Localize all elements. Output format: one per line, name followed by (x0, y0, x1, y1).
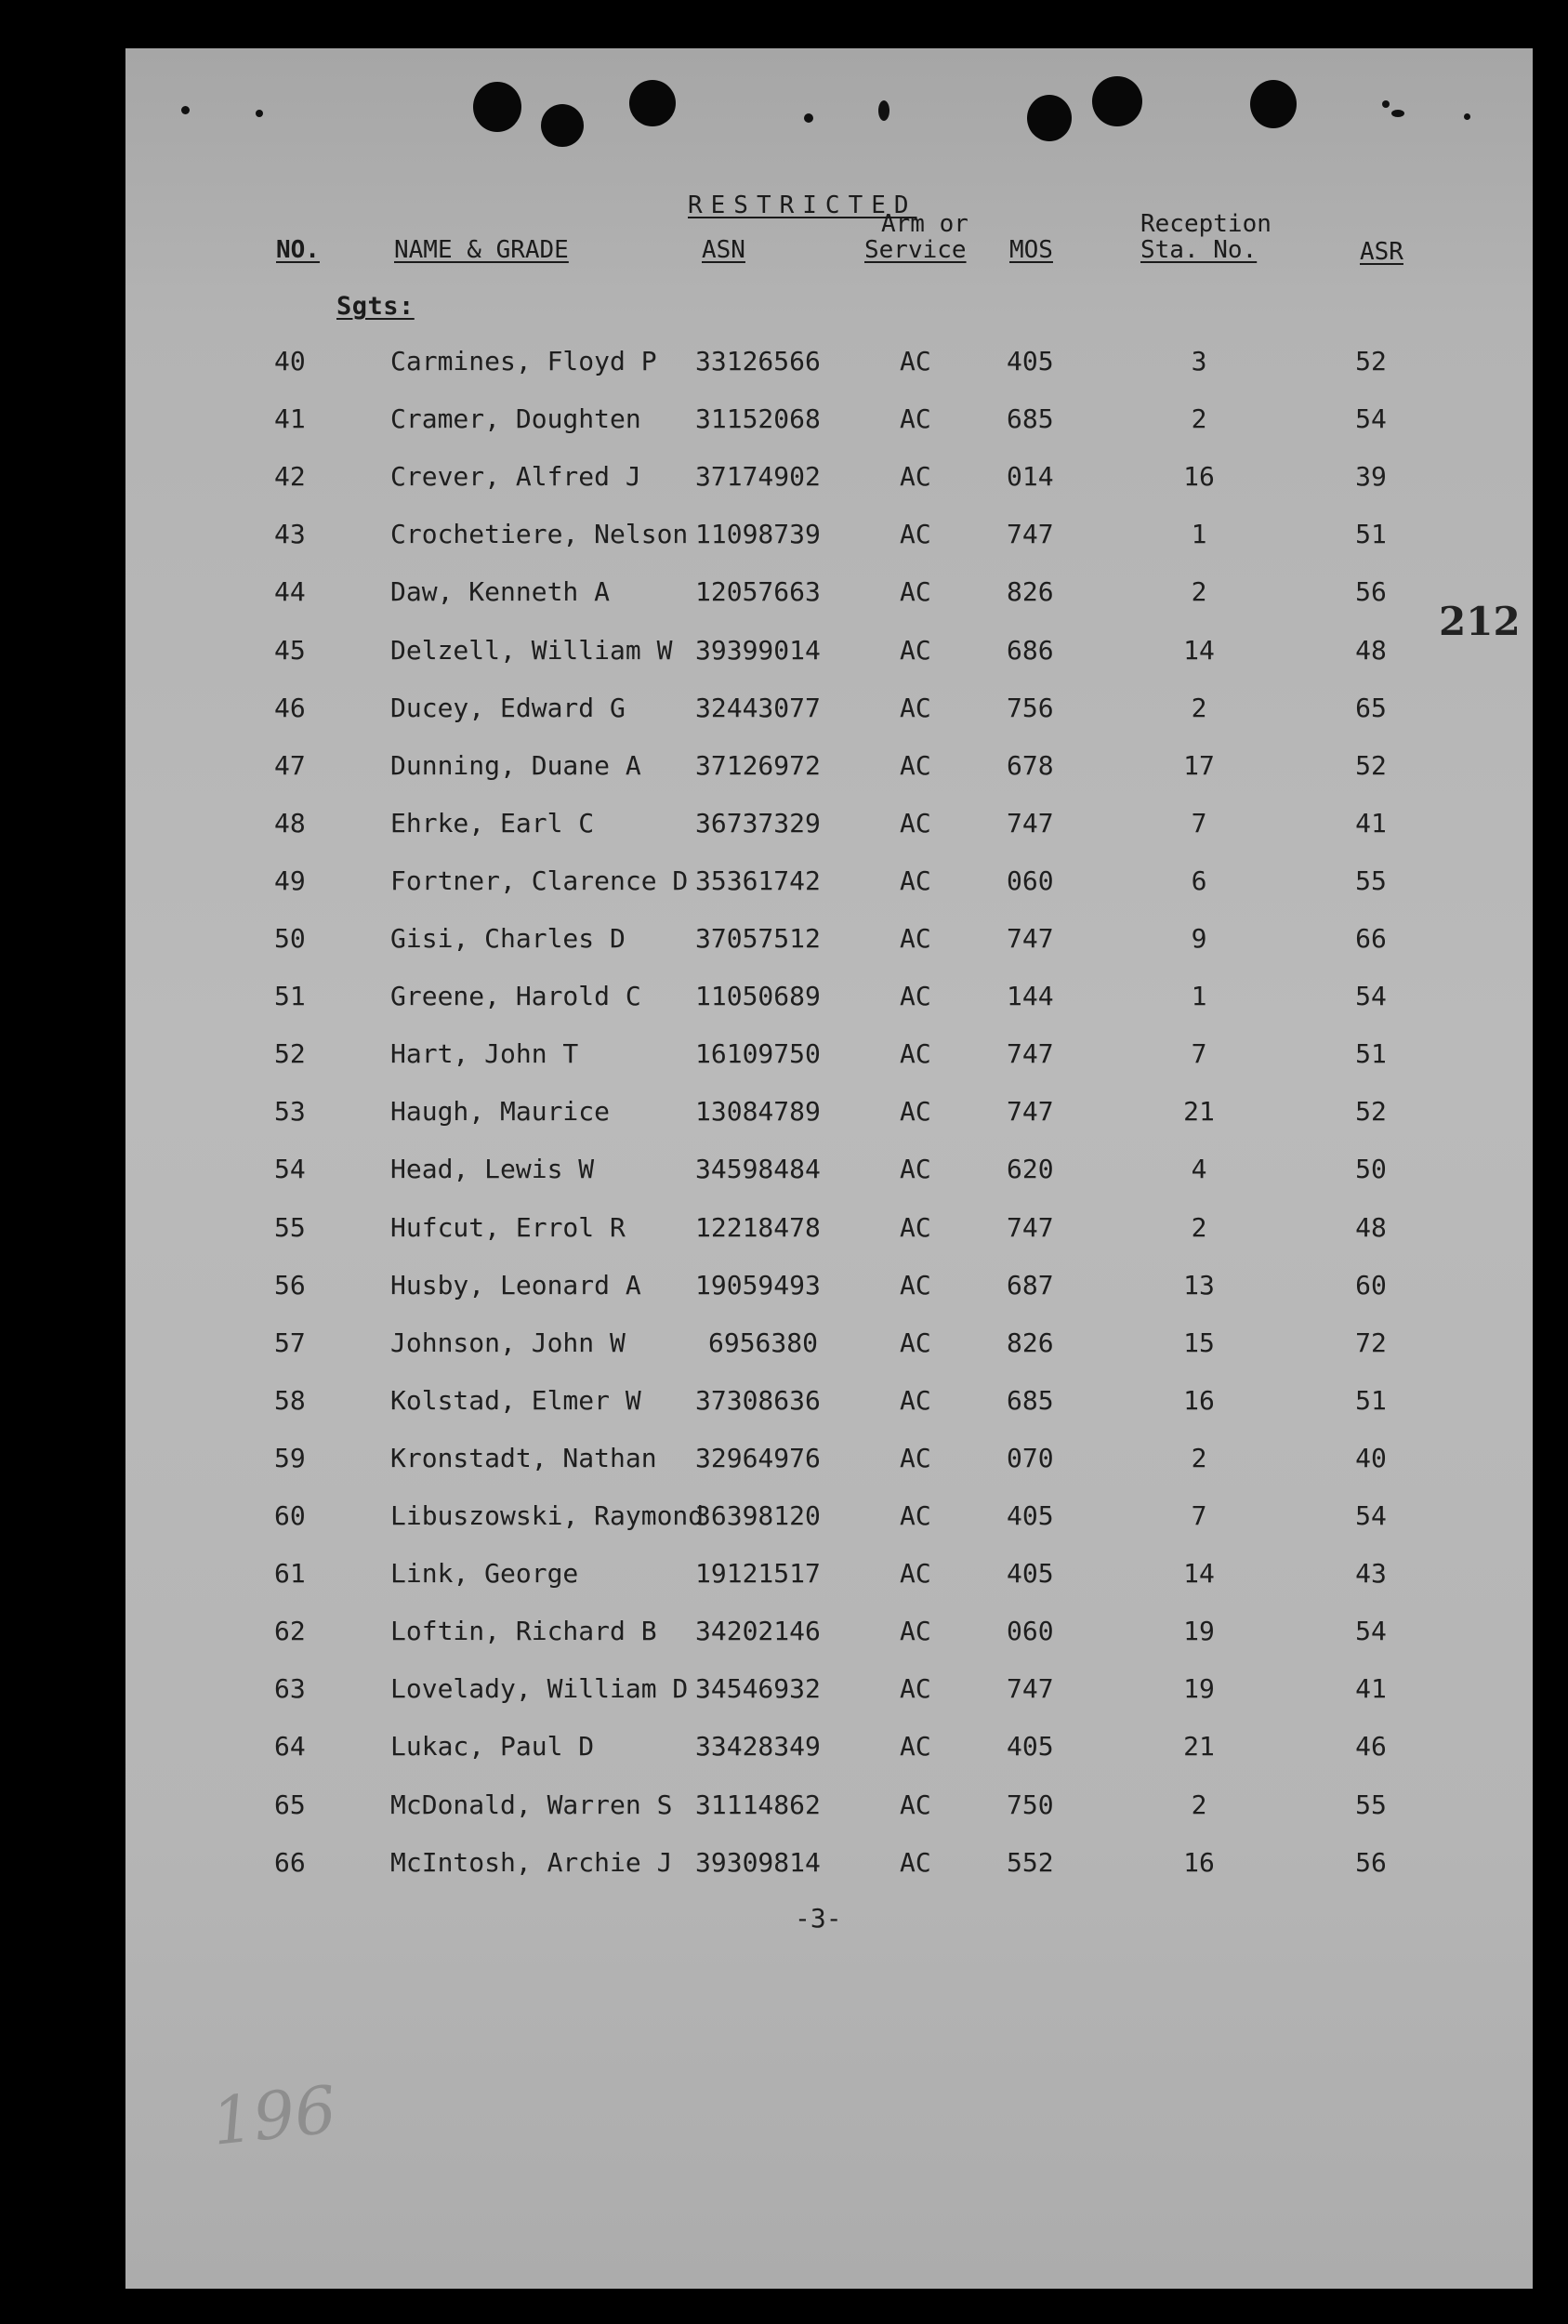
cell-asn: 35361742 (695, 865, 821, 896)
cell-name: Delzell, William W (390, 634, 673, 666)
cell-asr: 41 (1355, 1673, 1387, 1705)
cell-sta: 16 (1183, 1384, 1215, 1416)
cell-arm: AC (900, 749, 931, 781)
cell-name: Fortner, Clarence D (390, 865, 689, 896)
cell-no: 48 (274, 807, 306, 838)
cell-name: Hufcut, Errol R (390, 1211, 626, 1243)
cell-arm: AC (900, 1442, 931, 1473)
cell-mos: 747 (1007, 1096, 1054, 1128)
speck (1391, 110, 1404, 117)
cell-no: 49 (274, 865, 306, 896)
cell-sta: 13 (1183, 1269, 1215, 1301)
cell-mos: 685 (1007, 403, 1054, 435)
cell-mos: 826 (1007, 576, 1054, 608)
cell-mos: 747 (1007, 1038, 1054, 1070)
cell-arm: AC (900, 1731, 931, 1763)
cell-arm: AC (900, 1558, 931, 1590)
cell-arm: AC (900, 1269, 931, 1301)
cell-name: Dunning, Duane A (390, 749, 641, 781)
column-header-asr: ASR (1360, 238, 1403, 266)
cell-arm: AC (900, 576, 931, 608)
cell-arm: AC (900, 1327, 931, 1358)
cell-asn: 34598484 (695, 1154, 821, 1185)
cell-mos: 552 (1007, 1846, 1054, 1878)
section-label: Sgts: (336, 292, 415, 321)
cell-mos: 405 (1007, 1500, 1054, 1531)
cell-sta: 17 (1183, 749, 1215, 781)
speck (1464, 113, 1470, 120)
column-header-reception-line1: Reception (1140, 210, 1272, 238)
cell-asn: 37174902 (695, 461, 821, 493)
table-row (0, 346, 1568, 383)
cell-asn: 39309814 (695, 1846, 821, 1878)
cell-sta: 2 (1191, 692, 1207, 723)
table-row (0, 1096, 1568, 1133)
cell-arm: AC (900, 1038, 931, 1070)
binder-hole (1027, 95, 1072, 141)
cell-arm: AC (900, 1500, 931, 1531)
cell-sta: 7 (1191, 1038, 1207, 1070)
column-header-asn: ASN (702, 236, 745, 264)
cell-asn: 19059493 (695, 1269, 821, 1301)
cell-name: Hart, John T (390, 1038, 579, 1070)
cell-asn: 34202146 (695, 1616, 821, 1647)
binder-hole (1092, 76, 1142, 126)
cell-name: Gisi, Charles D (390, 923, 626, 954)
cell-asr: 41 (1355, 807, 1387, 838)
binder-hole (1250, 80, 1297, 128)
cell-name: Cramer, Doughten (390, 403, 641, 435)
cell-name: Kolstad, Elmer W (390, 1384, 641, 1416)
cell-mos: 014 (1007, 461, 1054, 493)
cell-no: 54 (274, 1154, 306, 1185)
cell-asn: 31114862 (695, 1789, 821, 1820)
cell-sta: 2 (1191, 1211, 1207, 1243)
cell-asr: 56 (1355, 1846, 1387, 1878)
cell-arm: AC (900, 1673, 931, 1705)
cell-no: 45 (274, 634, 306, 666)
column-header-arm-line2: Service (864, 236, 967, 264)
cell-sta: 7 (1191, 1500, 1207, 1531)
cell-asr: 43 (1355, 1558, 1387, 1590)
cell-no: 50 (274, 923, 306, 954)
speck (1382, 100, 1390, 108)
cell-no: 61 (274, 1558, 306, 1590)
cell-sta: 1 (1191, 519, 1207, 550)
cell-asr: 54 (1355, 1616, 1387, 1647)
cell-asr: 51 (1355, 1384, 1387, 1416)
cell-name: Lukac, Paul D (390, 1731, 595, 1763)
cell-asr: 55 (1355, 1789, 1387, 1820)
cell-name: Johnson, John W (390, 1327, 626, 1358)
cell-asr: 48 (1355, 1211, 1387, 1243)
table-row (0, 1673, 1568, 1710)
column-header-mos: MOS (1009, 236, 1053, 264)
table-row (0, 693, 1568, 730)
table-row (0, 1212, 1568, 1249)
cell-no: 62 (274, 1616, 306, 1647)
cell-asn: 32964976 (695, 1442, 821, 1473)
table-row (0, 923, 1568, 960)
cell-asn: 12057663 (695, 576, 821, 608)
cell-name: Haugh, Maurice (390, 1096, 611, 1128)
cell-asr: 51 (1355, 1038, 1387, 1070)
cell-arm: AC (900, 692, 931, 723)
cell-arm: AC (900, 865, 931, 896)
cell-asn: 16109750 (695, 1038, 821, 1070)
table-row (0, 635, 1568, 672)
binder-hole (473, 82, 521, 132)
cell-arm: AC (900, 923, 931, 954)
cell-asn: 37057512 (695, 923, 821, 954)
cell-asr: 54 (1355, 981, 1387, 1012)
cell-asn: 33126566 (695, 346, 821, 376)
cell-asn: 12218478 (695, 1211, 821, 1243)
cell-name: Crever, Alfred J (390, 461, 641, 493)
cell-name: Ducey, Edward G (390, 692, 626, 723)
cell-sta: 4 (1191, 1154, 1207, 1185)
binder-hole (541, 104, 584, 147)
page-number: -3- (795, 1903, 842, 1934)
cell-name: Loftin, Richard B (390, 1616, 657, 1647)
cell-asn: 11050689 (695, 981, 821, 1012)
cell-no: 52 (274, 1038, 306, 1070)
table-row (0, 403, 1568, 441)
table-row (0, 1443, 1568, 1480)
cell-sta: 2 (1191, 576, 1207, 608)
cell-name: Kronstadt, Nathan (390, 1442, 657, 1473)
cell-name: Libuszowski, Raymond (390, 1500, 705, 1531)
table-row (0, 865, 1568, 903)
cell-name: Lovelady, William D (390, 1673, 689, 1705)
cell-no: 43 (274, 519, 306, 550)
cell-sta: 6 (1191, 865, 1207, 896)
speck (256, 110, 263, 117)
cell-name: Daw, Kenneth A (390, 576, 611, 608)
cell-no: 56 (274, 1269, 306, 1301)
cell-asr: 66 (1355, 923, 1387, 954)
cell-sta: 21 (1183, 1731, 1215, 1763)
cell-asr: 52 (1355, 346, 1387, 376)
cell-no: 58 (274, 1384, 306, 1416)
cell-name: McDonald, Warren S (390, 1789, 673, 1820)
table-row (0, 1154, 1568, 1191)
cell-mos: 687 (1007, 1269, 1054, 1301)
cell-name: Carmines, Floyd P (390, 346, 657, 376)
cell-asr: 50 (1355, 1154, 1387, 1185)
cell-sta: 3 (1191, 346, 1207, 376)
cell-sta: 19 (1183, 1673, 1215, 1705)
cell-sta: 14 (1183, 1558, 1215, 1590)
cell-arm: AC (900, 807, 931, 838)
cell-no: 60 (274, 1500, 306, 1531)
table-row (0, 576, 1568, 614)
cell-arm: AC (900, 1789, 931, 1820)
speck (878, 100, 889, 121)
cell-asr: 40 (1355, 1442, 1387, 1473)
cell-arm: AC (900, 461, 931, 493)
column-header-name-grade: NAME & GRADE (394, 236, 569, 264)
cell-sta: 16 (1183, 1846, 1215, 1878)
cell-sta: 1 (1191, 981, 1207, 1012)
cell-asr: 55 (1355, 865, 1387, 896)
pencil-note: 196 (208, 2071, 340, 2160)
cell-mos: 060 (1007, 865, 1054, 896)
cell-arm: AC (900, 1211, 931, 1243)
cell-arm: AC (900, 1616, 931, 1647)
table-row (0, 519, 1568, 556)
cell-sta: 2 (1191, 1789, 1207, 1820)
cell-no: 46 (274, 692, 306, 723)
cell-asr: 54 (1355, 1500, 1387, 1531)
table-row (0, 1500, 1568, 1538)
cell-no: 57 (274, 1327, 306, 1358)
cell-arm: AC (900, 1154, 931, 1185)
cell-mos: 826 (1007, 1327, 1054, 1358)
cell-mos: 685 (1007, 1384, 1054, 1416)
cell-name: Ehrke, Earl C (390, 807, 595, 838)
cell-mos: 686 (1007, 634, 1054, 666)
table-row (0, 1847, 1568, 1884)
cell-asr: 72 (1355, 1327, 1387, 1358)
cell-sta: 7 (1191, 807, 1207, 838)
table-row (0, 1270, 1568, 1307)
cell-asn: 19121517 (695, 1558, 821, 1590)
cell-mos: 747 (1007, 1673, 1054, 1705)
cell-asn: 33428349 (695, 1731, 821, 1763)
cell-arm: AC (900, 403, 931, 435)
cell-asn: 34546932 (695, 1673, 821, 1705)
cell-asr: 65 (1355, 692, 1387, 723)
table-row (0, 1558, 1568, 1595)
cell-sta: 2 (1191, 1442, 1207, 1473)
cell-mos: 678 (1007, 749, 1054, 781)
cell-mos: 747 (1007, 923, 1054, 954)
cell-mos: 747 (1007, 1211, 1054, 1243)
cell-asr: 52 (1355, 1096, 1387, 1128)
cell-sta: 9 (1191, 923, 1207, 954)
cell-asn: 37126972 (695, 749, 821, 781)
cell-mos: 405 (1007, 1731, 1054, 1763)
cell-mos: 060 (1007, 1616, 1054, 1647)
cell-asr: 48 (1355, 634, 1387, 666)
cell-asn: 36398120 (695, 1500, 821, 1531)
table-row (0, 1038, 1568, 1076)
cell-asn: 13084789 (695, 1096, 821, 1128)
cell-arm: AC (900, 1096, 931, 1128)
cell-asn: 6956380 (707, 1327, 818, 1358)
cell-no: 44 (274, 576, 306, 608)
column-header-no: NO. (276, 236, 320, 264)
cell-asr: 56 (1355, 576, 1387, 608)
cell-asr: 46 (1355, 1731, 1387, 1763)
speck (804, 113, 813, 123)
cell-asn: 39399014 (695, 634, 821, 666)
cell-arm: AC (900, 1384, 931, 1416)
cell-no: 40 (274, 346, 306, 376)
cell-sta: 21 (1183, 1096, 1215, 1128)
cell-sta: 15 (1183, 1327, 1215, 1358)
column-header-reception-line2: Sta. No. (1140, 236, 1258, 264)
cell-name: Husby, Leonard A (390, 1269, 641, 1301)
table-row (0, 1731, 1568, 1768)
cell-mos: 144 (1007, 981, 1054, 1012)
cell-asn: 32443077 (695, 692, 821, 723)
cell-mos: 750 (1007, 1789, 1054, 1820)
cell-asr: 39 (1355, 461, 1387, 493)
cell-no: 66 (274, 1846, 306, 1878)
side-number: 212 (1439, 599, 1521, 644)
cell-name: Crochetiere, Nelson (390, 519, 689, 550)
table-row (0, 461, 1568, 498)
cell-arm: AC (900, 634, 931, 666)
cell-arm: AC (900, 1846, 931, 1878)
cell-arm: AC (900, 519, 931, 550)
cell-name: Greene, Harold C (390, 981, 641, 1012)
speck (181, 106, 190, 114)
cell-asn: 31152068 (695, 403, 821, 435)
cell-mos: 405 (1007, 1558, 1054, 1590)
cell-mos: 747 (1007, 807, 1054, 838)
cell-sta: 14 (1183, 634, 1215, 666)
cell-mos: 756 (1007, 692, 1054, 723)
cell-no: 53 (274, 1096, 306, 1128)
cell-no: 59 (274, 1442, 306, 1473)
cell-arm: AC (900, 346, 931, 376)
binder-hole (629, 80, 676, 126)
cell-asr: 54 (1355, 403, 1387, 435)
cell-asr: 60 (1355, 1269, 1387, 1301)
cell-asn: 36737329 (695, 807, 821, 838)
table-row (0, 1616, 1568, 1653)
cell-no: 65 (274, 1789, 306, 1820)
cell-no: 41 (274, 403, 306, 435)
cell-no: 47 (274, 749, 306, 781)
cell-sta: 19 (1183, 1616, 1215, 1647)
cell-name: Head, Lewis W (390, 1154, 595, 1185)
cell-asr: 51 (1355, 519, 1387, 550)
table-row (0, 1789, 1568, 1827)
cell-asn: 37308636 (695, 1384, 821, 1416)
cell-mos: 070 (1007, 1442, 1054, 1473)
cell-sta: 2 (1191, 403, 1207, 435)
cell-name: Link, George (390, 1558, 579, 1590)
cell-mos: 405 (1007, 346, 1054, 376)
restricted-heading: RESTRICTED (688, 191, 917, 219)
cell-no: 55 (274, 1211, 306, 1243)
cell-no: 63 (274, 1673, 306, 1705)
cell-mos: 620 (1007, 1154, 1054, 1185)
column-header-arm-line1: Arm or (881, 210, 968, 238)
cell-no: 42 (274, 461, 306, 493)
table-row (0, 750, 1568, 787)
cell-no: 51 (274, 981, 306, 1012)
cell-name: McIntosh, Archie J (390, 1846, 673, 1878)
cell-asn: 11098739 (695, 519, 821, 550)
table-row (0, 808, 1568, 845)
table-row (0, 1385, 1568, 1422)
table-row (0, 1327, 1568, 1365)
cell-asr: 52 (1355, 749, 1387, 781)
cell-sta: 16 (1183, 461, 1215, 493)
cell-mos: 747 (1007, 519, 1054, 550)
cell-arm: AC (900, 981, 931, 1012)
cell-no: 64 (274, 1731, 306, 1763)
table-row (0, 981, 1568, 1018)
